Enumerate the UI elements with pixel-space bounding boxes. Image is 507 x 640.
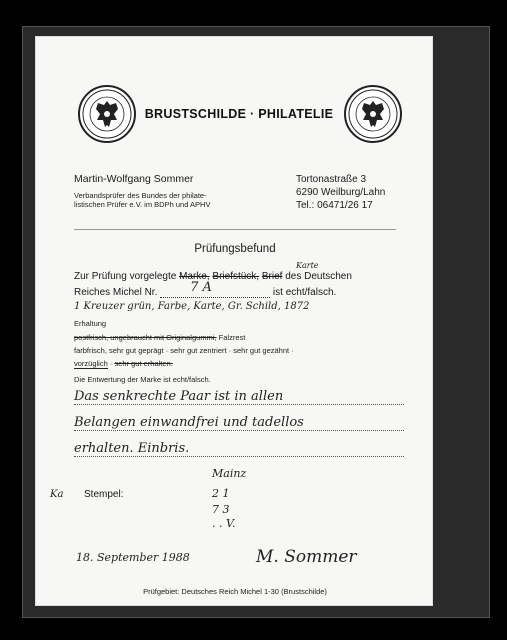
eagle-seal-left-icon [78, 85, 136, 143]
signature: M. Sommer [256, 547, 357, 567]
condition-line2: farbfrisch, sehr gut geprägt · sehr gut zentriert · sehr gut gezähnt · [74, 346, 294, 355]
handwritten-note-line1: Das senkrechte Paar ist in allen [74, 389, 404, 405]
form-line-item-type [74, 271, 404, 282]
handwritten-note-line3: erhalten. Einbris. [74, 441, 404, 457]
handwritten-description: 1 Kreuzer grün, Farbe, Karte, Gr. Schild, 1872 [74, 301, 310, 312]
line2-prefix: Reiches Michel Nr. [74, 287, 161, 298]
handwritten-karte: Karte [296, 261, 319, 270]
option-brief: Brief [261, 271, 283, 282]
erhaltung-label: Erhaltung [74, 319, 107, 328]
line1-suffix: des Deutschen [282, 271, 352, 282]
address-phone: Tel.: 06471/26 17 [296, 200, 373, 211]
address-street: Tortonastraße 3 [296, 174, 367, 185]
stamp-note-line3: 7 3 [212, 503, 230, 516]
certificate-title: Prüfungsbefund [194, 243, 276, 255]
line1-prefix: Zur Prüfung vorgelegte [74, 271, 180, 282]
form-line-michel [74, 280, 404, 298]
examiner-desc-line1: Verbandsprüfer des Bundes der philate- [74, 191, 207, 200]
option-briefstueck: Briefstück, [212, 271, 260, 282]
handwritten-margin-note: Ka [50, 489, 64, 500]
stempel-label: Stempel: [84, 489, 124, 500]
examiner-name: Martin-Wolfgang Sommer [74, 173, 194, 185]
condition-line1: postfrisch, ungebraucht mit Originalgummi, Falzrest [74, 333, 246, 342]
examiner-block [74, 173, 284, 209]
divider [74, 229, 396, 230]
handwritten-date: 18. September 1988 [76, 551, 190, 564]
michel-number: 7 A [190, 280, 212, 295]
option-marke: Marke, [179, 271, 210, 282]
address-block [296, 173, 385, 212]
handwritten-note-line2: Belangen einwandfrei und tadellos [74, 415, 404, 431]
michel-number-field [160, 280, 270, 298]
line2-suffix: ist echt/falsch. [270, 287, 337, 298]
brand-title: BRUSTSCHILDE · PHILATELIE [144, 107, 334, 121]
footer-scope: Prüfgebiet: Deutsches Reich Michel 1-30 (Brustschilde) [143, 587, 327, 596]
certificate-card [35, 36, 433, 606]
condition-line3: vorzüglich · sehr gut erhalten. [74, 359, 173, 368]
stamp-note-line1: Mainz [212, 467, 247, 480]
address-city: 6290 Weilburg/Lahn [296, 187, 386, 198]
stamp-note-line2: 2 1 [212, 487, 230, 500]
stamp-note-line4: . . V. [212, 517, 236, 530]
eagle-seal-right-icon [344, 85, 402, 143]
examiner-desc-line2: listischen Prüfer e.V. im BDPh und APHV [74, 200, 211, 209]
entwertung-label: Die Entwertung der Marke ist echt/falsch. [74, 375, 211, 384]
